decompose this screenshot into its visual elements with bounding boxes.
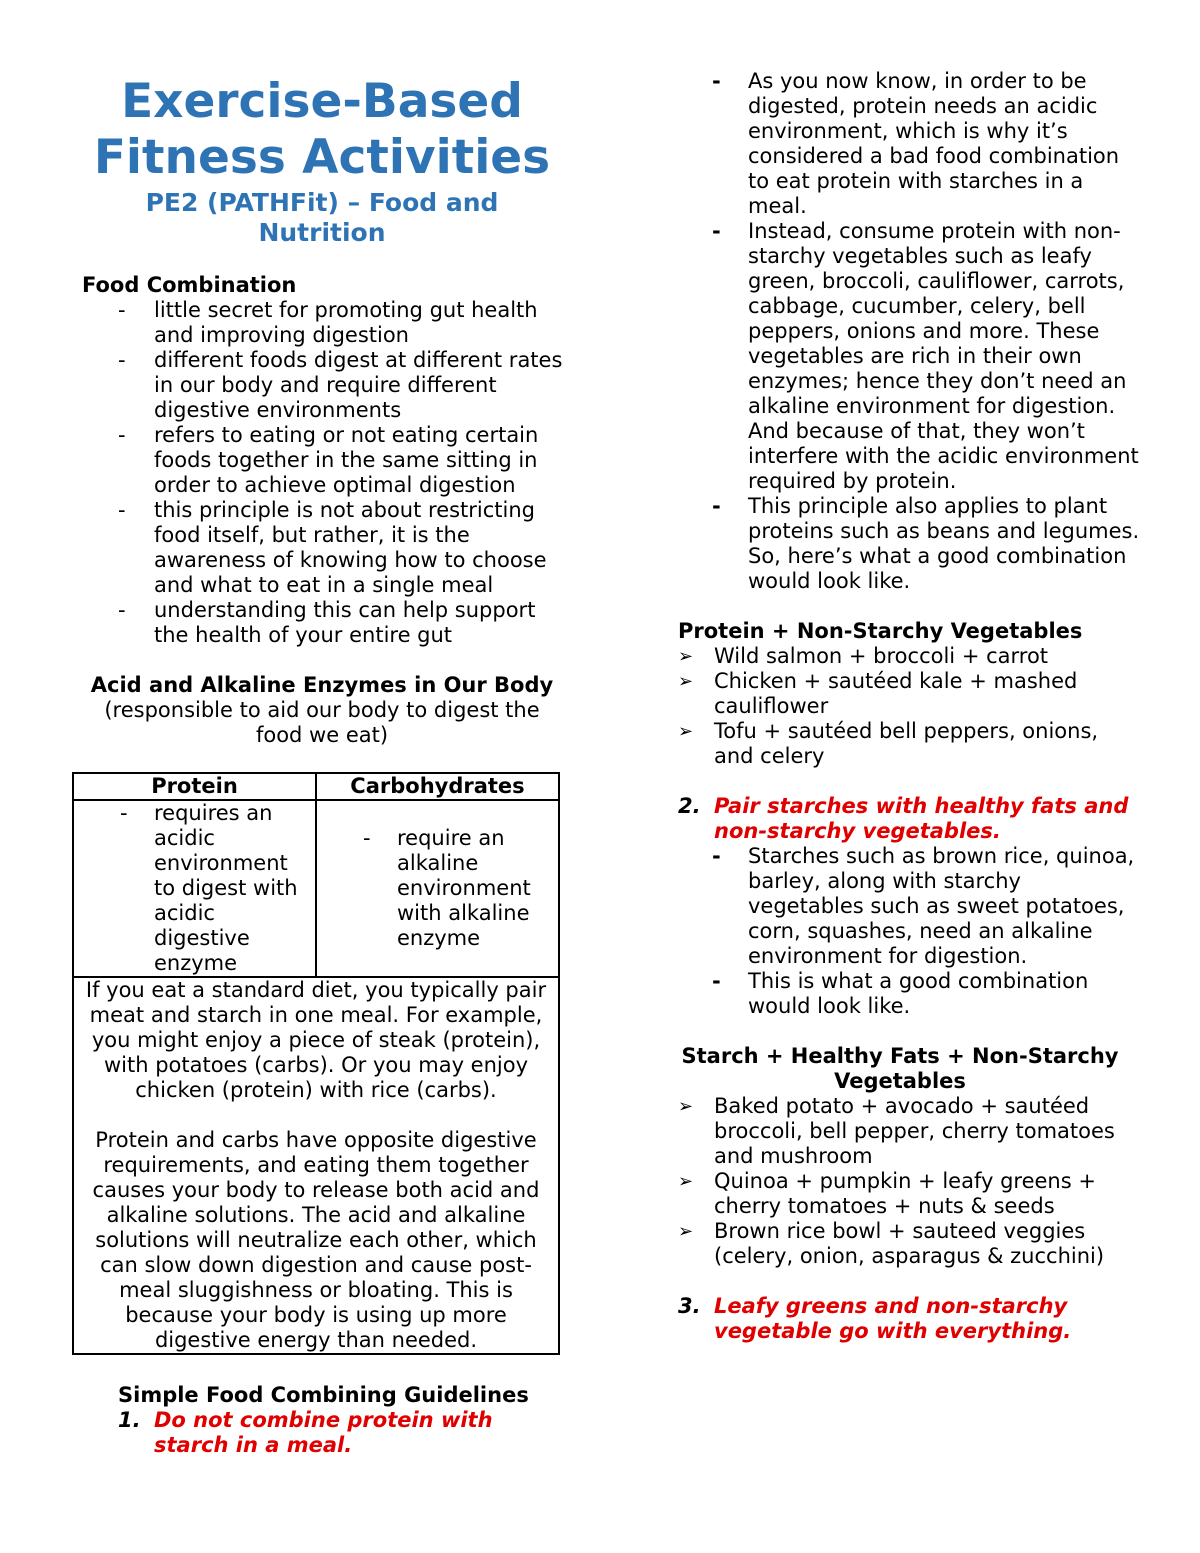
guideline-3-number: 3. bbox=[678, 1294, 701, 1318]
list-item: - this principle is not about restricting food itself, but rather, it is the awareness of knowing how to choose and what to eat in a single meal bbox=[72, 498, 572, 598]
combo-1-list bbox=[660, 644, 1140, 769]
list-item: - different foods digest at different rates in our body and require different digestive environments bbox=[72, 348, 572, 423]
list-item: - As you now know, in order to be digested, protein needs an acidic environment, which is why it’s considered a bad food combination to eat protein with starches in a meal. bbox=[624, 69, 1140, 219]
combo-2-list bbox=[660, 1094, 1140, 1269]
list-item: - understanding this can help support the health of your entire gut bbox=[72, 598, 572, 648]
list-item: - Starches such as brown rice, quinoa, barley, along with starchy vegetables such as sweet potatoes, corn, squashes, need an alkaline environment for digestion. bbox=[624, 844, 1140, 969]
title-line-2: Fitness Activities bbox=[93, 130, 551, 185]
subtitle-line-1: PE2 (PATHFit) – Food and bbox=[145, 188, 499, 217]
guideline-3-text: Leafy greens and non-starchy vegetable go with everything. bbox=[714, 1294, 1072, 1343]
guideline-1-list bbox=[624, 69, 1140, 594]
list-item: - Instead, consume protein with non-starchy vegetables such as leafy green, broccoli, cauliflower, carrots, cabbage, cucumber, celery, bell peppers, onions and more. These vegetables are rich in their own enzymes; hence they don’t need an alkaline environment for digestion. And because of that, they won’t interfere with the acidic environment required by protein. bbox=[624, 219, 1140, 494]
food-combination-list bbox=[72, 298, 572, 648]
list-item: - This is what a good combination would look like. bbox=[624, 969, 1140, 1019]
list-item: ➢ Brown rice bowl + sauteed veggies (celery, onion, asparagus & zucchini) bbox=[660, 1219, 1140, 1269]
cell-text: - requires an acidic environment to digest with acidic digestive enzyme bbox=[74, 801, 315, 976]
document-title bbox=[72, 74, 572, 186]
guidelines-heading: Simple Food Combining Guidelines bbox=[118, 1383, 529, 1407]
list-item: - refers to eating or not eating certain foods together in the same sitting in order to achieve optimal digestion bbox=[72, 423, 572, 498]
guideline-1-text: Do not combine protein with starch in a meal. bbox=[154, 1408, 493, 1457]
guideline-2-text: Pair starches with healthy fats and non-starchy vegetables. bbox=[714, 794, 1129, 843]
enzymes-subheading: (responsible to aid our body to digest the food we eat) bbox=[104, 698, 540, 747]
title-line-1: Exercise-Based bbox=[121, 74, 523, 129]
list-item: - This principle also applies to plant proteins such as beans and legumes. So, here’s what a good combination would look like. bbox=[624, 494, 1140, 594]
guideline-2-number: 2. bbox=[678, 794, 701, 818]
cell-text: - require an alkaline environment with alkaline enzyme bbox=[317, 826, 558, 951]
guideline-3 bbox=[660, 1294, 1140, 1344]
table-cell-carbohydrates bbox=[316, 800, 559, 977]
enzymes-table bbox=[72, 772, 560, 1355]
guideline-2-list bbox=[624, 844, 1140, 1019]
guideline-2 bbox=[660, 794, 1140, 844]
left-column bbox=[72, 0, 572, 1458]
subtitle-line-2: Nutrition bbox=[258, 218, 386, 247]
food-combination-heading: Food Combination bbox=[82, 273, 297, 297]
list-item: - little secret for promoting gut health and improving digestion bbox=[72, 298, 572, 348]
document-subtitle bbox=[72, 188, 572, 248]
combo-1-heading: Protein + Non-Starchy Vegetables bbox=[678, 619, 1083, 643]
right-column bbox=[660, 0, 1140, 1344]
table-header-carbohydrates: Carbohydrates bbox=[316, 773, 559, 800]
list-item: ➢ Chicken + sautéed kale + mashed cauliflower bbox=[660, 669, 1140, 719]
list-item: ➢ Quinoa + pumpkin + leafy greens + cherry tomatoes + nuts & seeds bbox=[660, 1169, 1140, 1219]
table-merged-cell bbox=[73, 977, 559, 1354]
merged-paragraph-1: If you eat a standard diet, you typically pair meat and starch in one meal. For example, you might enjoy a piece of steak (protein), with potatoes (carbs). Or you may enjoy chicken (protein) with rice (carbs). bbox=[85, 978, 547, 1102]
list-item: ➢ Baked potato + avocado + sautéed broccoli, bell pepper, cherry tomatoes and mushroom bbox=[660, 1094, 1140, 1169]
enzymes-heading: Acid and Alkaline Enzymes in Our Body bbox=[90, 673, 554, 697]
merged-paragraph-2: Protein and carbs have opposite digestive requirements, and eating them together causes your body to release both acid and alkaline solutions. The acid and alkaline solutions will neutralize each other, which can slow down digestion and cause post-meal sluggishness or bloating. This is because your body is using up more digestive energy than needed. bbox=[92, 1128, 540, 1352]
guideline-1-number: 1. bbox=[118, 1408, 141, 1432]
table-header-protein: Protein bbox=[73, 773, 316, 800]
combo-2-heading: Starch + Healthy Fats + Non-Starchy Vegetables bbox=[681, 1044, 1119, 1093]
list-item: ➢ Tofu + sautéed bell peppers, onions, and celery bbox=[660, 719, 1140, 769]
guideline-1 bbox=[72, 1408, 572, 1458]
table-cell-protein bbox=[73, 800, 316, 977]
list-item: ➢ Wild salmon + broccoli + carrot bbox=[660, 644, 1140, 669]
